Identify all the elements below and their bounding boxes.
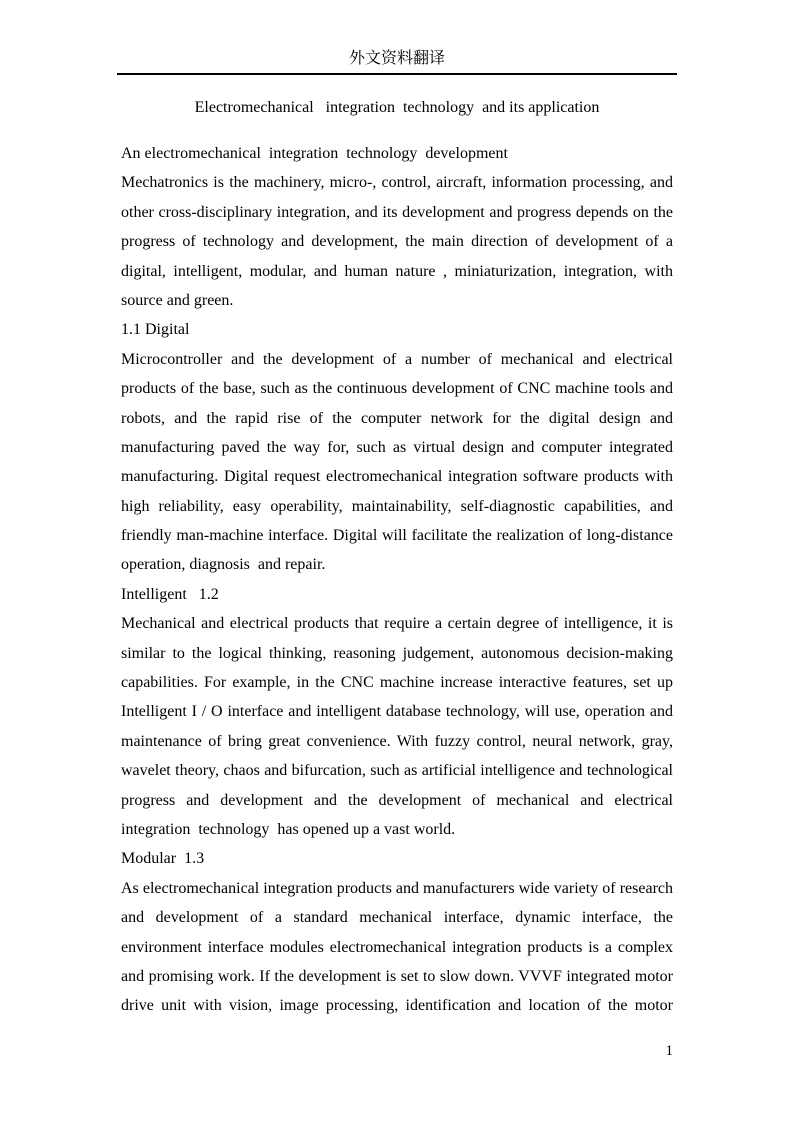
text-line: manufacturing paved the way for, such as virtual design and computer integrated (121, 438, 673, 456)
text-line: drive unit with vision, image processing, identification and location of the motor (121, 997, 673, 1015)
text-line: products of the base, such as the continuous development of CNC machine tools and (121, 380, 673, 398)
text-line: high reliability, easy operability, maintainability, self-diagnostic capabilities, and (121, 497, 673, 515)
text-line: Microcontroller and the development of a number of mechanical and electrical (121, 350, 673, 368)
text-line: maintenance of bring great convenience. With fuzzy control, neural network, gray, (121, 732, 673, 750)
text-line: An electromechanical integration technology development (121, 145, 508, 162)
header-title: 外文资料翻译 (348, 50, 445, 67)
document-body (121, 139, 673, 1021)
text-line: wavelet theory, chaos and bifurcation, such as artificial intelligence and technological (121, 762, 673, 780)
text-line: Mechanical and electrical products that require a certain degree of intelligence, it is (121, 615, 673, 633)
text-line: manufacturing. Digital request electromechanical integration software products with (121, 468, 673, 486)
document-header (117, 49, 677, 75)
text-line: similar to the logical thinking, reasoning judgement, autonomous decision-making (121, 644, 673, 662)
text-line: Modular 1.3 (121, 850, 205, 868)
page-number: 1 (665, 1043, 673, 1059)
text-line: digital, intelligent, modular, and human nature , miniaturization, integration, with (121, 262, 673, 280)
text-line: 1.1 Digital (121, 321, 190, 339)
text-line: capabilities. For example, in the CNC machine increase interactive features, set up (121, 674, 673, 692)
text-line: robots, and the rapid rise of the computer network for the digital design and (121, 409, 673, 427)
text-line: and development of a standard mechanical interface, dynamic interface, the (121, 909, 673, 927)
text-line: integration technology has opened up a vast world. (121, 820, 456, 838)
footer (121, 1042, 673, 1060)
text-line: friendly man-machine interface. Digital will facilitate the realization of long-distance (121, 527, 673, 545)
text-line: and promising work. If the development is set to slow down. VVVF integrated motor (121, 967, 673, 985)
text-line: progress and development and the development of mechanical and electrical (121, 791, 673, 809)
page-title: Electromechanical integration technology and its application (194, 99, 600, 116)
text-line: Mechatronics is the machinery, micro-, control, aircraft, information processing, and (121, 174, 673, 192)
text-line: Intelligent 1.2 (121, 585, 219, 603)
text-line: source and green. (121, 291, 234, 309)
text-line: other cross-disciplinary integration, and its development and progress depends on the (121, 203, 673, 221)
text-line: progress of technology and development, the main direction of development of a (121, 233, 673, 251)
text-line: Intelligent I / O interface and intelligent database technology, will use, operation and (121, 703, 673, 721)
text-line: As electromechanical integration products and manufacturers wide variety of research (121, 879, 673, 897)
text-line: operation, diagnosis and repair. (121, 556, 326, 574)
text-line: environment interface modules electromechanical integration products is a complex (121, 938, 673, 956)
